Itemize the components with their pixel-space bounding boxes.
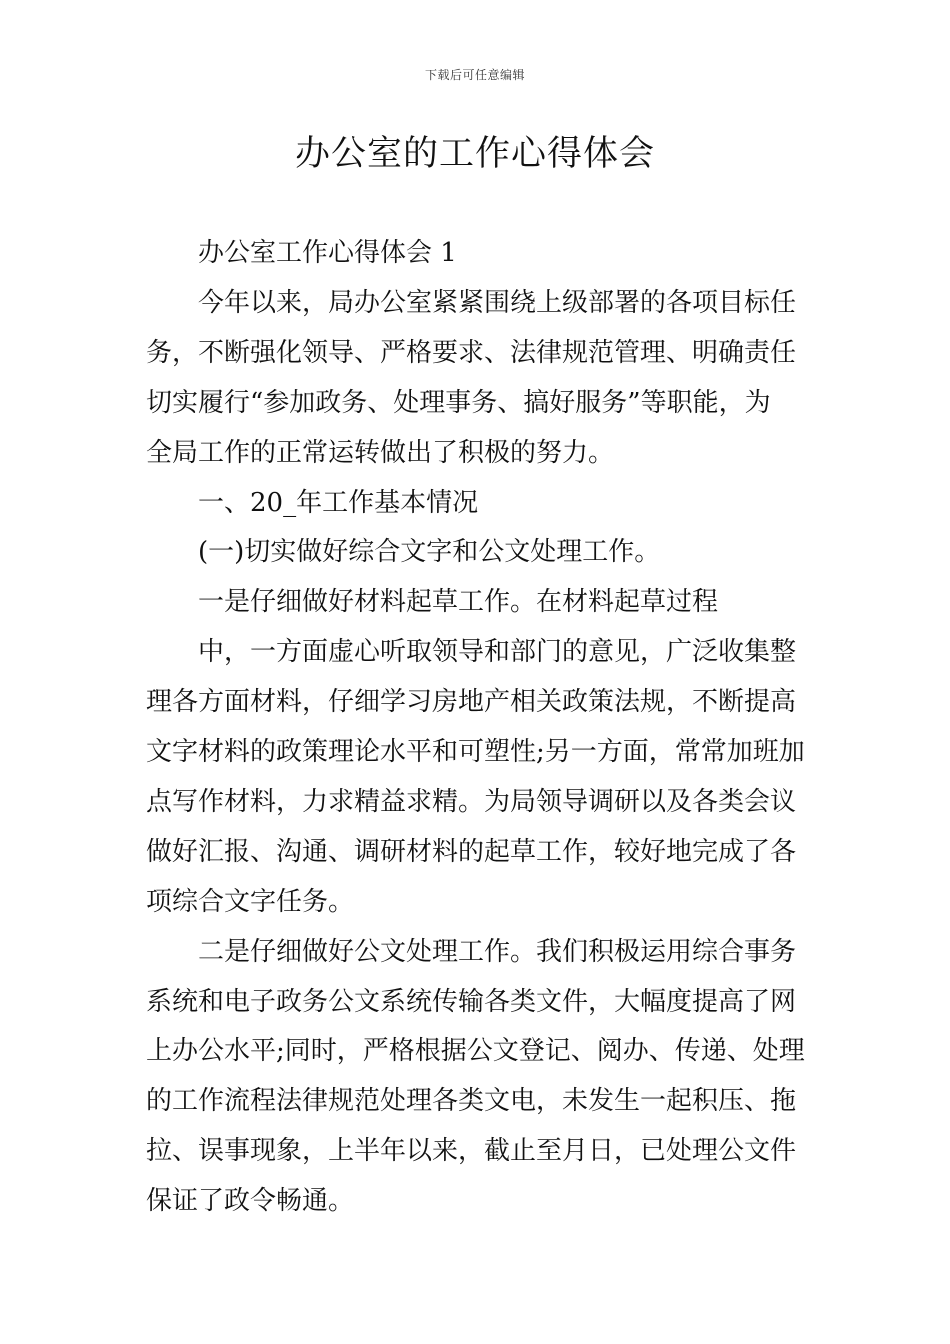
body-line: 文字材料的政策理论水平和可塑性;另一方面，常常加班加 [146,737,805,767]
body-line: 上办公水平;同时，严格根据公文登记、阅办、传递、处理 [146,1036,805,1067]
body-line: 一、20_年工作基本情况 [198,487,479,518]
body-line: 理各方面材料，仔细学习房地产相关政策法规，不断提高 [146,687,797,718]
body-line: 的工作流程法律规范处理各类文电，未发生一起积压、拖 [146,1086,797,1117]
body-line: 办公室工作心得体会 1 [198,238,457,268]
header-note: 下载后可任意编辑 [424,68,525,82]
body-line: 项综合文字任务。 [146,886,355,917]
body-line: 系统和电子政务公文系统传输各类文件，大幅度提高了网 [146,986,797,1017]
body-line: (一)切实做好综合文字和公文处理工作。 [198,537,661,568]
body-line: 拉、误事现象，上半年以来，截止至月日，已处理公文件 [146,1136,797,1167]
body-line: 切实履行“参加政务、处理事务、搞好服务”等职能，为 [146,387,771,418]
body-line: 务，不断强化领导、严格要求、法律规范管理、明确责任 [146,337,797,368]
body-line: 二是仔细做好公文处理工作。我们积极运用综合事务 [198,936,797,967]
body-line: 做好汇报、沟通、调研材料的起草工作，较好地完成了各 [146,836,797,867]
body-line: 中，一方面虚心听取领导和部门的意见，广泛收集整 [198,637,797,668]
document-title: 办公室的工作心得体会 [294,134,655,174]
body-line: 全局工作的正常运转做出了积极的努力。 [146,437,615,468]
body-line: 一是仔细做好材料起草工作。在材料起草过程 [198,587,719,618]
body-line: 点写作材料，力求精益求精。为局领导调研以及各类会议 [146,786,797,817]
body-line: 保证了政令畅通。 [146,1186,355,1217]
body-line: 今年以来，局办公室紧紧围绕上级部署的各项目标任 [198,287,797,318]
